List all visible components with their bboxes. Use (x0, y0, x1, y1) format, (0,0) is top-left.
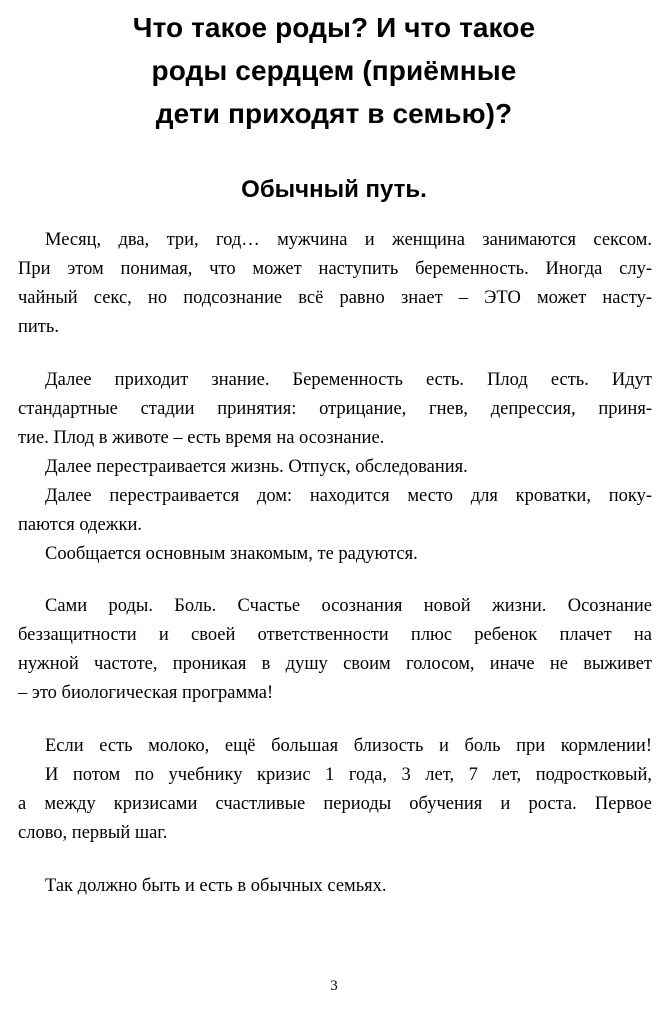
text-line: Далее приходит знание. Беременность есть. Плод есть. Идут (45, 370, 652, 390)
paragraph (18, 226, 652, 342)
text-line: слово, первый шаг. (18, 823, 168, 843)
section-heading: Обычный путь. (241, 176, 427, 203)
chapter-title-line: Что такое роды? И что такое (132, 12, 536, 43)
text-line: – это биологическая программа! (18, 683, 274, 703)
text-line: стандартные стадии принятия: отрицание, гнев, депрессия, приня- (18, 399, 652, 419)
text-line: Месяц, два, три, год… мужчина и женщина занимаются сексом. (45, 230, 652, 250)
paragraph (18, 592, 652, 708)
chapter-title-line: роды сердцем (приёмные (151, 55, 517, 86)
text-line: Сами роды. Боль. Счастье осознания новой жизни. Осознание (45, 596, 652, 616)
paragraph (18, 761, 652, 848)
paragraph (18, 482, 652, 540)
paragraph (18, 366, 652, 453)
text-line: паются одежки. (18, 515, 142, 535)
text-line: Сообщается основным знакомым, те радуются. (45, 544, 418, 564)
text-line: Так должно быть и есть в обычных семьях. (45, 876, 387, 896)
text-line: нужной частоте, проникая в душу своим голосом, иначе не выживет (18, 654, 652, 674)
text-line: При этом понимая, что может наступить беременность. Иногда слу- (18, 259, 652, 279)
text-line: чайный секс, но подсознание всё равно знает – ЭТО может насту- (18, 288, 652, 308)
chapter-title (60, 6, 608, 135)
text-line: И потом по учебнику кризис 1 года, 3 лет, 7 лет, подростковый, (45, 765, 652, 785)
text-line: Если есть молоко, ещё большая близость и боль при кормлении! (45, 736, 652, 756)
paragraph (18, 453, 652, 482)
text-line: Далее перестраивается дом: находится место для кроватки, поку- (45, 486, 652, 506)
paragraph (18, 732, 652, 761)
text-line: тие. Плод в животе – есть время на осознание. (18, 428, 385, 448)
text-line: беззащитности и своей ответственности плюс ребенок плачет на (18, 625, 652, 645)
text-line: а между кризисами счастливые периоды обучения и роста. Первое (18, 794, 652, 814)
paragraph (18, 540, 652, 569)
chapter-title-line: дети приходят в семью)? (155, 98, 513, 129)
text-line: Далее перестраивается жизнь. Отпуск, обследования. (45, 457, 468, 477)
text-line: пить. (18, 317, 59, 337)
paragraph (18, 872, 652, 901)
page-number: 3 (330, 978, 338, 994)
